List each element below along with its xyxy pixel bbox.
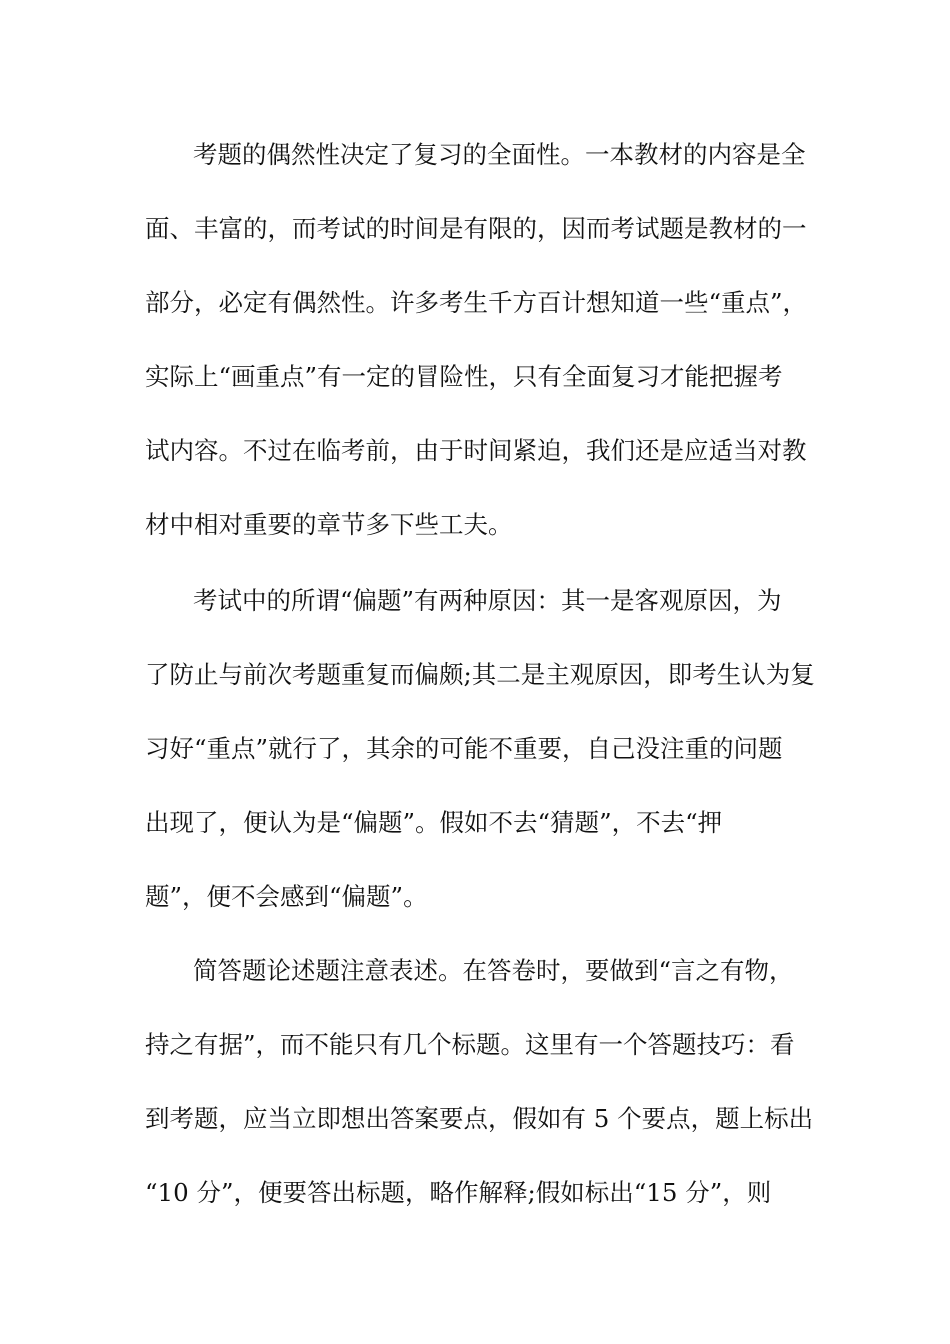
- paragraph-1-line-1: 考题的偶然性决定了复习的全面性。一本教材的内容是全: [193, 140, 806, 169]
- paragraph-3-line-3: 到考题，应当立即想出答案要点，假如有 5 个要点，题上标出: [145, 1104, 814, 1133]
- paragraph-3-line-4: “10 分”，便要答出标题，略作解释;假如标出“15 分”，则: [145, 1178, 772, 1207]
- paragraph-2-line-1: 考试中的所谓“偏题”有两种原因：其一是客观原因，为: [193, 586, 782, 615]
- paragraph-2-line-3: 习好“重点”就行了，其余的可能不重要，自己没注重的问题: [145, 734, 783, 763]
- paragraph-1-line-2: 面、丰富的，而考试的时间是有限的，因而考试题是教材的一: [145, 214, 807, 243]
- paragraph-1-line-5: 试内容。不过在临考前，由于时间紧迫，我们还是应适当对教: [145, 436, 807, 465]
- paragraph-3-line-1: 简答题论述题注意表述。在答卷时，要做到“言之有物，: [193, 956, 794, 985]
- paragraph-2-line-5: 题”，便不会感到“偏题”。: [145, 882, 428, 911]
- paragraph-1-line-3: 部分，必定有偶然性。许多考生千方百计想知道一些“重点”，: [145, 288, 808, 317]
- paragraph-1-line-6: 材中相对重要的章节多下些工夫。: [145, 510, 513, 539]
- paragraph-2-line-2: 了防止与前次考题重复而偏颇;其二是主观原因，即考生认为复: [145, 660, 815, 689]
- paragraph-2-line-4: 出现了，便认为是“偏题”。假如不去“猜题”，不去“押: [145, 808, 723, 837]
- paragraph-1-line-4: 实际上“画重点”有一定的冒险性，只有全面复习才能把握考: [145, 362, 783, 391]
- paragraph-3-line-2: 持之有据”，而不能只有几个标题。这里有一个答题技巧：看: [145, 1030, 795, 1059]
